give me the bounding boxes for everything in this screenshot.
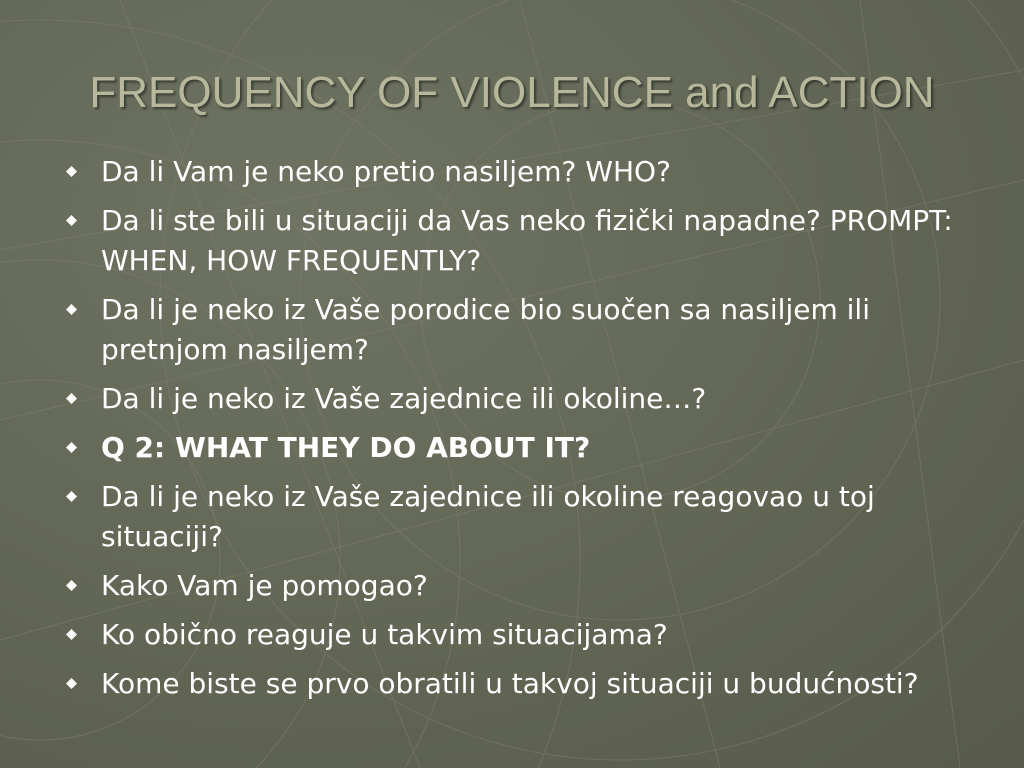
diamond-bullet-icon: [66, 215, 77, 226]
bullet-text: Da li je neko iz Vaše zajednice ili okoline reagovao u toj situaciji?: [101, 480, 875, 553]
diamond-bullet-icon: [66, 580, 77, 591]
bullet-text: Da li Vam je neko pretio nasiljem? WHO?: [101, 155, 671, 188]
diamond-bullet-icon: [66, 491, 77, 502]
slide-title: FREQUENCY OF VIOLENCE and ACTION: [89, 68, 935, 117]
bullet-item: [60, 379, 960, 419]
diamond-bullet-icon: [66, 166, 77, 177]
bullet-item: [60, 477, 960, 557]
bullet-text: Da li je neko iz Vaše zajednice ili okoline…?: [101, 382, 707, 415]
bullet-text: Da li ste bili u situaciji da Vas neko fizički napadne? PROMPT: WHEN, HOW FREQUENTLY?: [101, 204, 953, 277]
bullet-text: Q 2: WHAT THEY DO ABOUT IT?: [101, 431, 591, 464]
bullet-item: [60, 152, 960, 192]
diamond-bullet-icon: [66, 678, 77, 689]
bullet-item: [60, 428, 960, 468]
diamond-bullet-icon: [66, 393, 77, 404]
bullet-text: Da li je neko iz Vaše porodice bio suočen sa nasiljem ili pretnjom nasiljem?: [101, 293, 870, 366]
bullet-item: [60, 566, 960, 606]
bullet-list: [60, 152, 960, 713]
diamond-bullet-icon: [66, 629, 77, 640]
bullet-text: Kome biste se prvo obratili u takvoj situaciji u budućnosti?: [101, 667, 919, 700]
bullet-item: [60, 615, 960, 655]
diamond-bullet-icon: [66, 304, 77, 315]
bullet-text: Ko obično reaguje u takvim situacijama?: [101, 618, 668, 651]
bullet-item: [60, 664, 960, 704]
diamond-bullet-icon: [66, 442, 77, 453]
bullet-item: [60, 290, 960, 370]
bullet-item: [60, 201, 960, 281]
bullet-text: Kako Vam je pomogao?: [101, 569, 428, 602]
